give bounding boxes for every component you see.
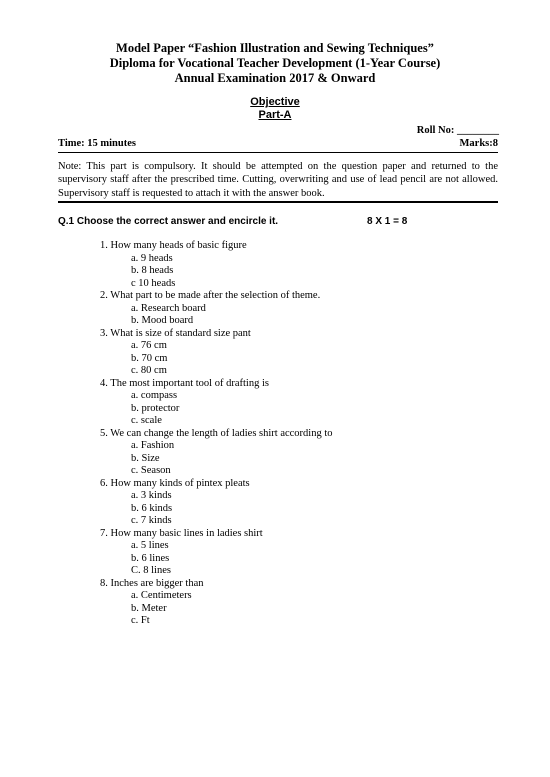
option[interactable]: c. 7 kinds [131, 515, 172, 526]
question-2: 2. What part to be made after the selection of theme. [100, 290, 321, 301]
option[interactable]: a. 76 cm [131, 340, 167, 351]
option[interactable]: b. 6 kinds [131, 502, 173, 514]
option[interactable]: a. 5 lines [131, 540, 169, 551]
option[interactable]: a. 3 kinds [131, 490, 172, 501]
question-7: 7. How many basic lines in ladies shirt [100, 527, 263, 539]
option[interactable]: b. Mood board [131, 315, 194, 326]
option[interactable]: a. compass [131, 390, 178, 401]
question-header: Q.1 Choose the correct answer and encircle it. [58, 216, 279, 227]
option[interactable]: c. Season [131, 465, 171, 476]
option[interactable]: c. Ft [131, 615, 150, 626]
option[interactable]: b. 8 heads [131, 265, 174, 276]
question-marks: 8 X 1 = 8 [367, 216, 408, 227]
option[interactable]: a. Research board [131, 302, 206, 314]
option[interactable]: b. 70 cm [131, 352, 168, 364]
option[interactable]: a. Fashion [131, 440, 175, 451]
option[interactable]: C. 8 lines [131, 565, 171, 576]
question-list [100, 240, 333, 628]
option[interactable]: c. 80 cm [131, 365, 167, 376]
section-title: Objective [250, 96, 300, 108]
option[interactable]: b. Size [131, 452, 160, 464]
instructions-note: Note: This part is compulsory. It should be attempted on the question paper and returned to the supervisory staff after the prescribed time. Cutting, overwriting and use of lead pencil are not allowed. Supervisory staff is requested to attach it with the answer book. [58, 161, 498, 199]
top-divider [58, 152, 498, 153]
option[interactable]: b. Meter [131, 602, 167, 614]
option[interactable]: c. scale [131, 415, 162, 426]
option[interactable]: a. 9 heads [131, 252, 173, 264]
question-8: 8. Inches are bigger than [100, 577, 204, 589]
marks-label: Marks:8 [459, 138, 498, 149]
bottom-divider [58, 201, 498, 203]
question-1: 1. How many heads of basic figure [100, 240, 247, 251]
option[interactable]: c 10 heads [131, 277, 176, 289]
option[interactable]: a. Centimeters [131, 590, 192, 601]
question-6: 6. How many kinds of pintex pleats [100, 477, 250, 489]
option[interactable]: b. 6 lines [131, 552, 170, 564]
time-label: Time: 15 minutes [58, 138, 136, 149]
course-title: Diploma for Vocational Teacher Development (1-Year Course) [109, 56, 441, 70]
option[interactable]: b. protector [131, 402, 180, 414]
roll-no: Roll No: ________ [416, 125, 499, 136]
question-4: 4. The most important tool of drafting is [100, 377, 269, 389]
question-5: 5. We can change the length of ladies shirt according to [100, 427, 333, 439]
part-title: Part-A [258, 109, 292, 121]
exam-title: Annual Examination 2017 & Onward [174, 71, 376, 85]
paper-title: Model Paper “Fashion Illustration and Sewing Techniques” [116, 41, 434, 55]
question-3: 3. What is size of standard size pant [100, 327, 251, 339]
